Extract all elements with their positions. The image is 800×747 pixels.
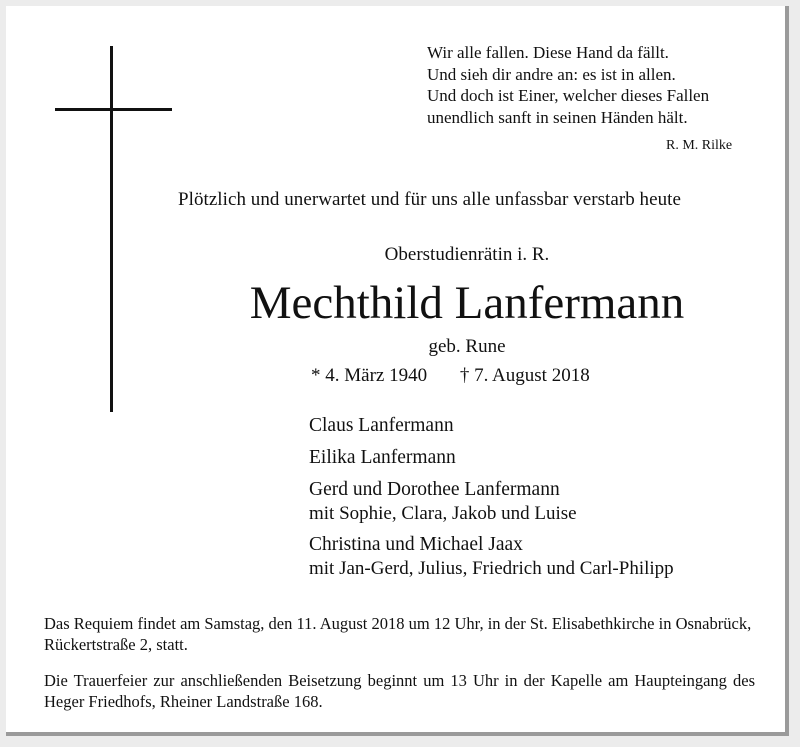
family-entry [309, 446, 674, 470]
family-name: Eilika Lanfermann [309, 447, 456, 468]
poem-line: unendlich sanft in seinen Händen hält. [427, 107, 688, 127]
intro-text: Plötzlich und unerwartet und für uns alle unfassbar verstarb heute [178, 189, 681, 210]
family-entry [309, 533, 674, 580]
birth-name: geb. Rune [428, 336, 506, 357]
requiem-info: Das Requiem findet am Samstag, den 11. August 2018 um 12 Uhr, in der St. Elisabethkirche in Osnabrück, Rückertstraße 2, statt. [44, 614, 752, 654]
family-children: mit Jan-Gerd, Julius, Friedrich und Carl-Philipp [309, 558, 674, 579]
obituary-notice [6, 6, 789, 736]
poem-line: Und doch ist Einer, welcher dieses Fallen [427, 86, 710, 105]
poem-line: Wir alle fallen. Diese Hand da fällt. [427, 43, 669, 62]
funeral-info: Die Trauerfeier zur anschließenden Beisetzung beginnt um 13 Uhr in der Kapelle am Haupteingang des Heger Friedhofs, Rheiner Landstraße 168. [44, 671, 755, 711]
poem [427, 42, 709, 128]
life-dates [311, 365, 590, 387]
family-name: Christina und Michael Jaax [309, 534, 523, 555]
family-children: mit Sophie, Clara, Jakob und Luise [309, 503, 577, 524]
death-date: † 7. August 2018 [459, 365, 590, 386]
family-entry [309, 414, 674, 438]
family-name: Claus Lanfermann [309, 415, 454, 436]
birth-date: * 4. März 1940 [311, 365, 428, 386]
family-list [309, 414, 674, 588]
poem-author: R. M. Rilke [666, 138, 733, 153]
family-name: Gerd und Dorothee Lanfermann [309, 479, 560, 500]
deceased-name: Mechthild Lanfermann [249, 277, 685, 329]
cross-icon-bar [55, 108, 172, 111]
poem-line: Und sieh dir andre an: es ist in allen. [427, 64, 676, 84]
family-entry [309, 478, 674, 525]
deceased-title: Oberstudienrätin i. R. [384, 244, 550, 265]
